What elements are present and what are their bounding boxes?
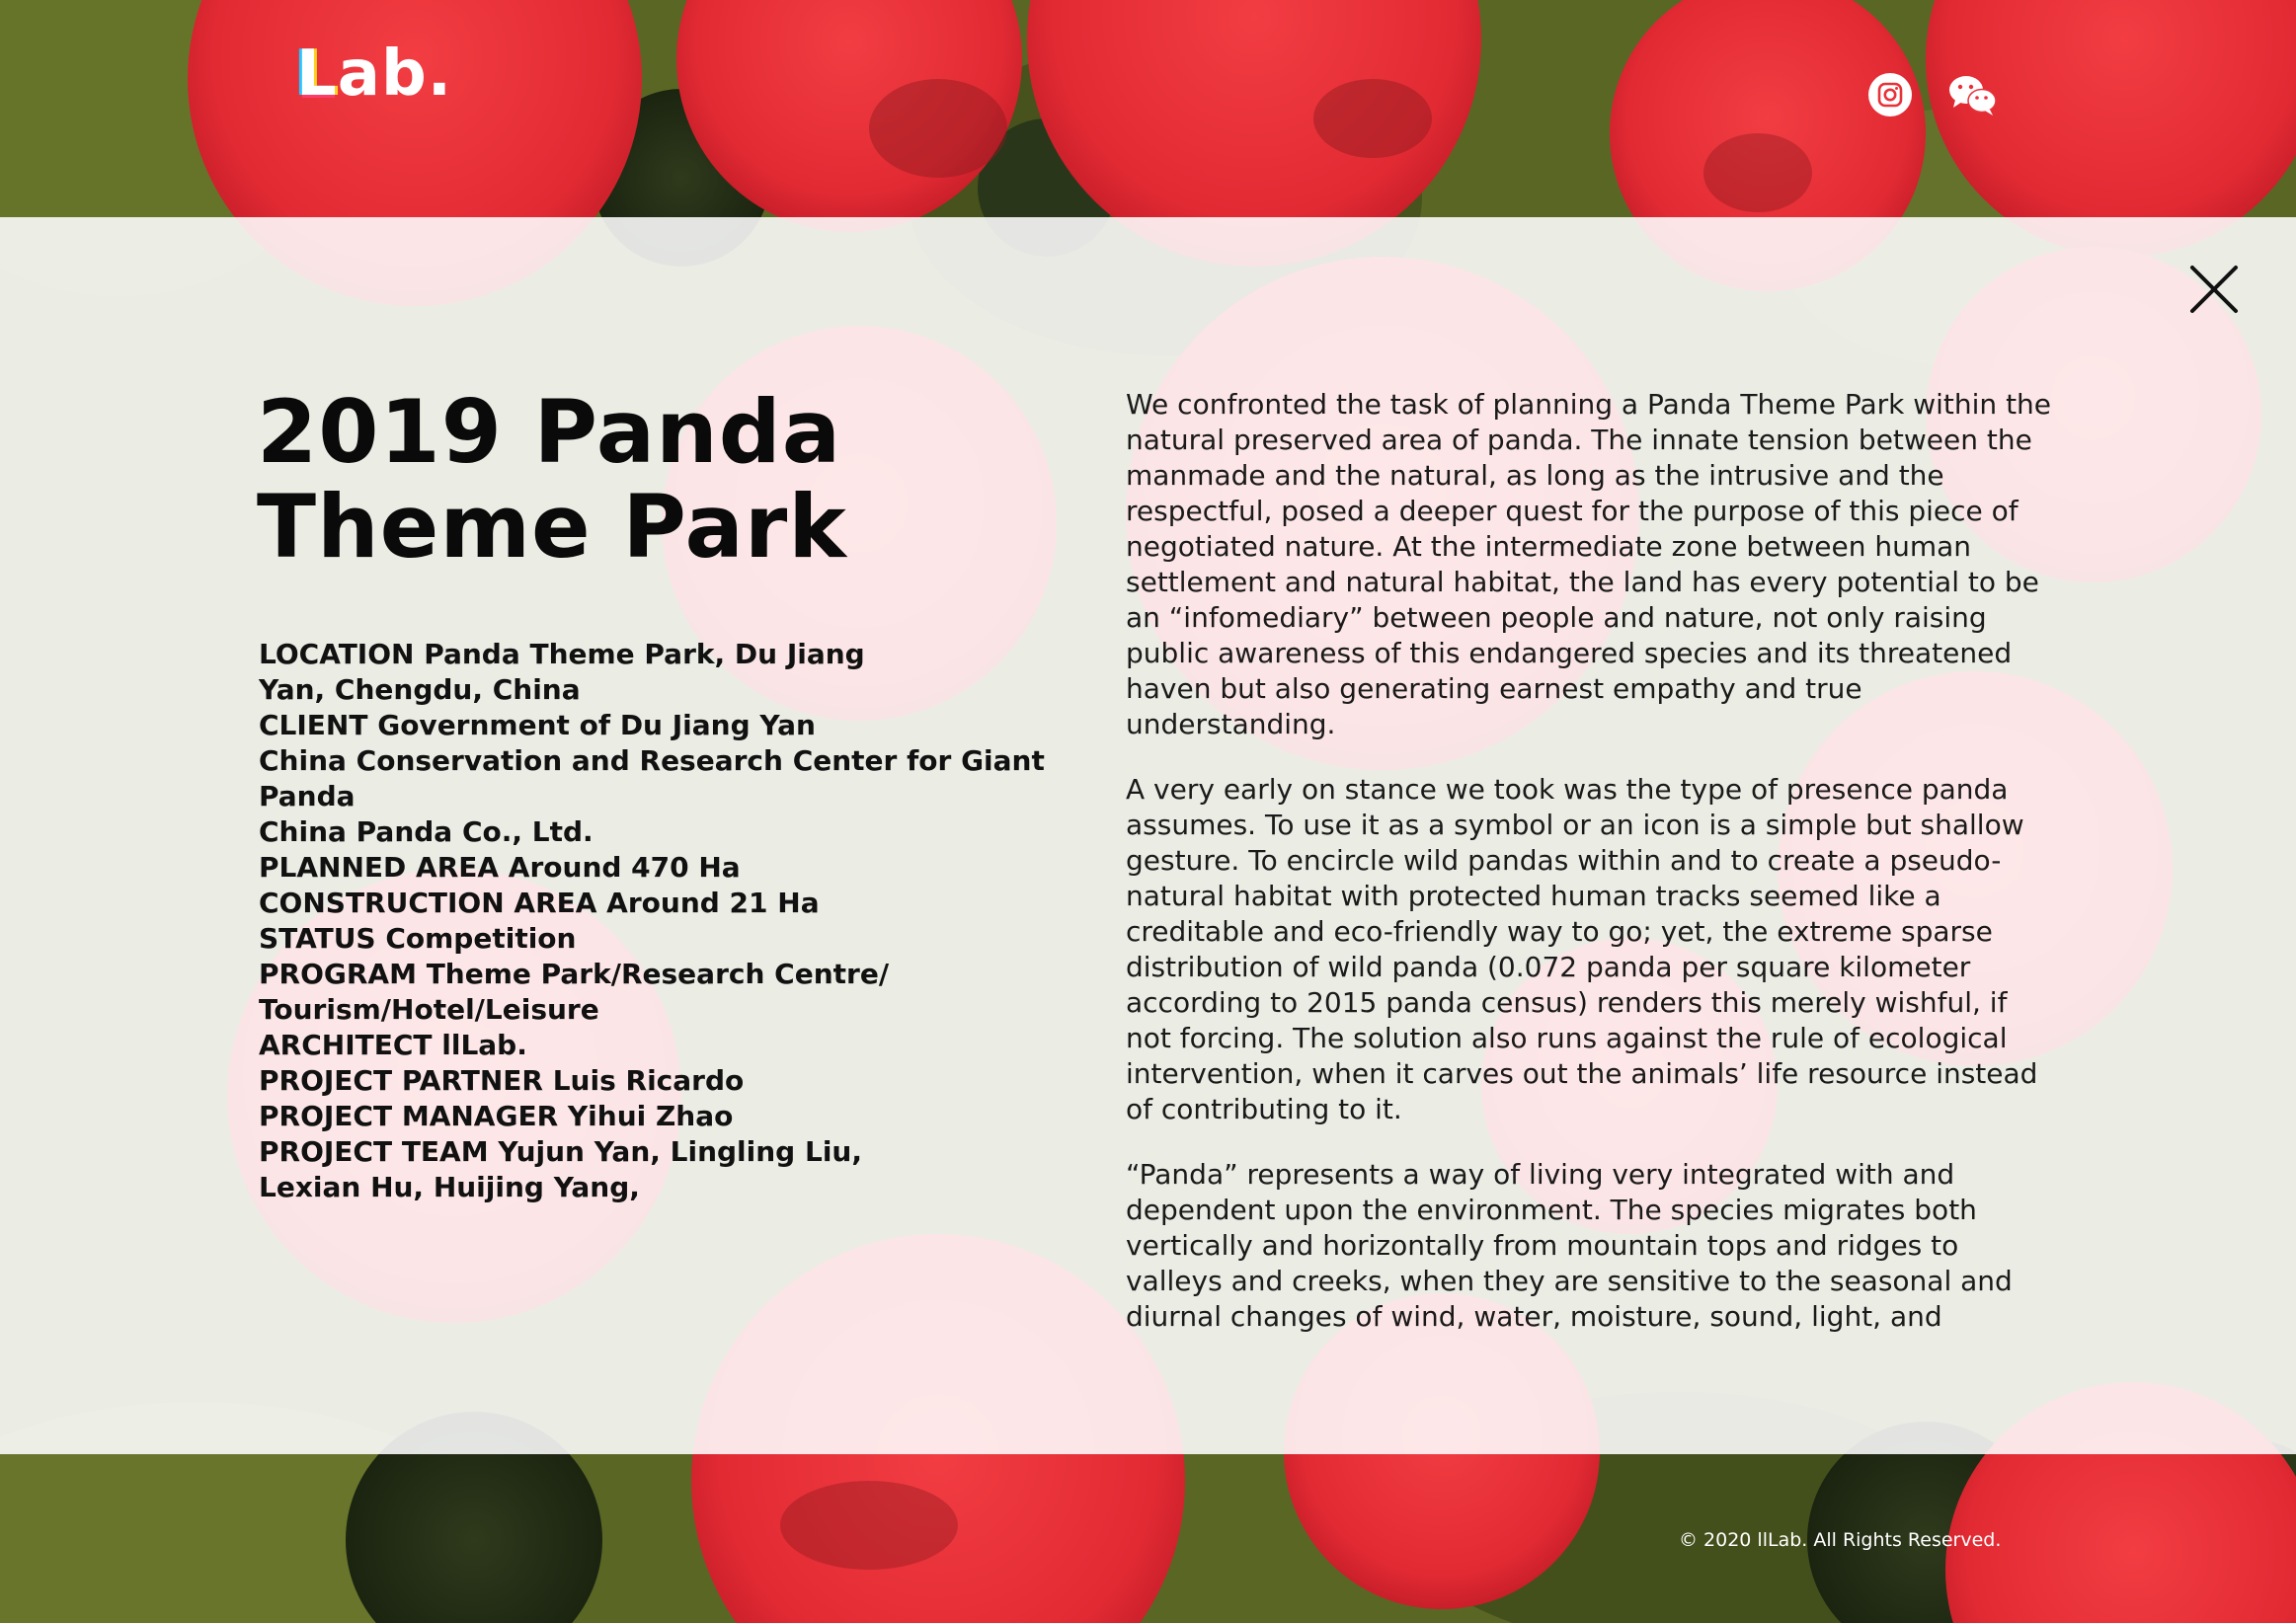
credit-line: ARCHITECT llLab. [259, 1029, 527, 1061]
project-credits [259, 637, 1128, 1205]
wechat-icon[interactable] [1945, 71, 2001, 118]
credit-line: Lexian Hu, Huijing Yang, [259, 1171, 640, 1203]
close-icon[interactable] [2186, 262, 2242, 317]
credit-line: PLANNED AREA Around 470 Ha [259, 851, 741, 884]
credit-line: CLIENT Government of Du Jiang Yan [259, 709, 816, 741]
project-title-line-2: Theme Park [257, 476, 847, 578]
credit-line: PROJECT MANAGER Yihui Zhao [259, 1100, 734, 1132]
instagram-icon[interactable] [1866, 71, 1914, 118]
project-description [1126, 387, 2054, 1364]
credit-line: STATUS Competition [259, 922, 577, 955]
credit-line: LOCATION Panda Theme Park, Du Jiang [259, 638, 865, 670]
credit-line: China Conservation and Research Center for Giant Panda [259, 744, 1045, 812]
logo-rest: ab. [337, 38, 453, 111]
copyright-text: © 2020 llLab. All Rights Reserved. [1679, 1529, 2002, 1551]
credit-line: Yan, Chengdu, China [259, 673, 581, 706]
project-title-line-1: 2019 Panda [257, 381, 842, 483]
logo-first-letter: L [296, 38, 338, 111]
credit-line: CONSTRUCTION AREA Around 21 Ha [259, 887, 820, 919]
credit-line: China Panda Co., Ltd. [259, 815, 594, 848]
credit-line: PROGRAM Theme Park/Research Centre/ [259, 958, 890, 990]
credit-line: Tourism/Hotel/Leisure [259, 993, 599, 1026]
description-paragraph-3: “Panda” represents a way of living very integrated with and dependent upon the environment. The species migrates both vertically and horizontally from mountain tops and ridges to valleys and creeks, when they are sensitive to the seasonal and diurnal changes of wind, water, moisture, sound, light, and [1126, 1158, 2013, 1333]
description-paragraph-2: A very early on stance we took was the type of presence panda assumes. To use it as a symbol or an icon is a simple but shallow gesture. To encircle wild pandas within and to create a pseudo-natural habitat with protected human tracks seemed like a creditable and eco-friendly way to go; yet, the extreme sparse distribution of wild panda (0.072 panda per square kilometer according to 2015 panda census) renders this merely wishful, if not forcing. The solution also runs against the rule of ecological intervention, when it carves out the animals’ life resource instead of contributing to it. [1126, 773, 2038, 1125]
description-paragraph-1: We confronted the task of planning a Panda Theme Park within the natural preserved area of panda. The innate tension between the manmade and the natural, as long as the intrusive and the respectful, posed a deeper quest for the purpose of this piece of negotiated nature. At the intermediate zone between human settlement and natural habitat, the land has every potential to be an “infomediary” between people and nature, not only raising public awareness of this endangered species and its threatened haven but also generating earnest empathy and true understanding. [1126, 388, 2052, 740]
credit-line: PROJECT PARTNER Luis Ricardo [259, 1064, 745, 1097]
site-logo[interactable] [296, 39, 452, 109]
project-detail-panel [0, 217, 2296, 1454]
credit-line: PROJECT TEAM Yujun Yan, Lingling Liu, [259, 1135, 862, 1168]
project-title [257, 381, 1027, 578]
